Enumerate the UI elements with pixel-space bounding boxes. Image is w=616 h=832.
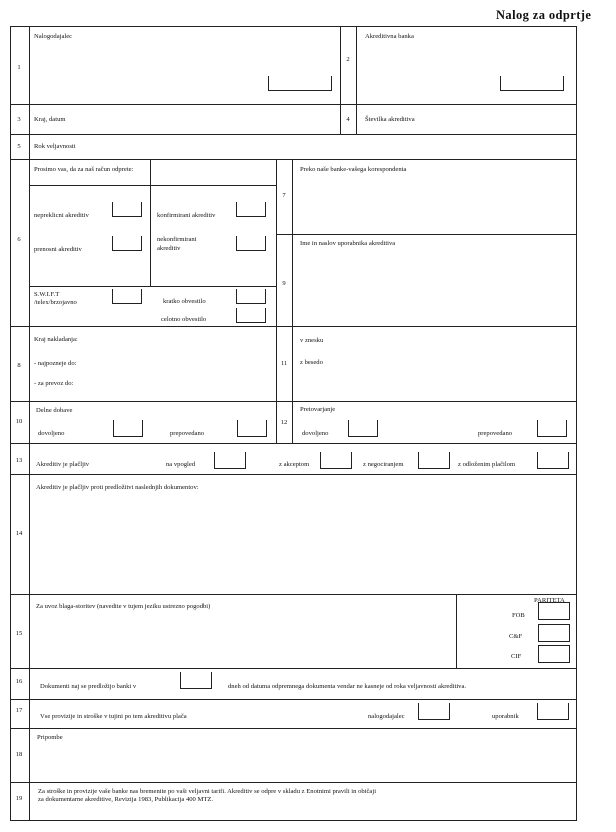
row-number-15: 15 xyxy=(15,630,23,637)
cf-label: C&F xyxy=(509,633,523,640)
open-request-header: Prosimo vas, da za naš račun odprete: xyxy=(34,166,134,173)
row-number-13: 13 xyxy=(15,457,23,464)
fob-label: FOB xyxy=(512,612,525,619)
goods-label: Za uvoz blaga-storitev (navedite v tujem jeziku ustrezno pogodbi) xyxy=(36,603,211,610)
full-notice-label: celotno obvestilo xyxy=(161,316,207,323)
transport-to-label: - za prevoz do: xyxy=(34,380,74,387)
row-number-17: 17 xyxy=(15,707,23,714)
short-notice-label: kratko obvestilo xyxy=(163,298,206,305)
row-number-16: 16 xyxy=(15,678,23,685)
swift-label-2: /telex/brzojavno xyxy=(34,299,77,306)
swift-checkbox[interactable] xyxy=(112,289,142,304)
cf-checkbox[interactable] xyxy=(538,624,570,642)
row-number-12: 12 xyxy=(280,419,288,426)
partial-forbidden-checkbox[interactable] xyxy=(237,420,267,437)
negotiation-label: z negociranjem xyxy=(363,461,404,468)
place-date-label: Kraj, datum xyxy=(34,116,66,123)
swift-label-1: S.W.I.F.T xyxy=(34,291,60,298)
principal-field[interactable] xyxy=(268,76,332,91)
transhipment-label: Pretovarjanje xyxy=(300,406,336,413)
charges-label: Vse provizije in stroške v tujini po tem akreditivu plača xyxy=(40,713,187,720)
parity-label: PARITETA xyxy=(534,597,565,604)
remarks-label: Pripombe xyxy=(37,734,63,741)
charges-principal-label: nalogodajalec xyxy=(368,713,405,720)
sight-checkbox[interactable] xyxy=(214,452,246,469)
row-number-6: 6 xyxy=(17,236,21,243)
amount-words-label: z besedo xyxy=(300,359,323,366)
row-number-8: 8 xyxy=(17,362,21,369)
partial-forbidden-label: prepovedano xyxy=(170,430,205,437)
amount-number-label: v znesku xyxy=(300,337,324,344)
irrevocable-label: nepreklicni akreditiv xyxy=(34,212,89,219)
presentation-before: Dokumenti naj se predložijo banki v xyxy=(40,683,137,690)
transhipment-allowed-checkbox[interactable] xyxy=(348,420,378,437)
row-number-11: 11 xyxy=(280,360,288,367)
confirmed-label: konfirmirani akreditiv xyxy=(157,212,216,219)
unconfirmed-label-1: nekonfirmirani xyxy=(157,236,197,243)
transferable-checkbox[interactable] xyxy=(112,236,142,251)
payable-label: Akreditiv je plačljiv xyxy=(36,461,90,468)
transferable-label: prenosni akreditiv xyxy=(34,246,82,253)
row-number-9: 9 xyxy=(282,280,286,287)
deferred-checkbox[interactable] xyxy=(537,452,569,469)
row-number-14: 14 xyxy=(15,530,23,537)
transhipment-forbidden-label: prepovedano xyxy=(478,430,513,437)
terms-line-1: Za stroške in provizije vaše banke nas bremenite po vaši veljavni tarifi. Akreditiv se odpre v skladu z Enotnimi pravili in običaji xyxy=(38,788,377,795)
transhipment-forbidden-checkbox[interactable] xyxy=(537,420,567,437)
fob-checkbox[interactable] xyxy=(538,602,570,620)
partial-shipments-label: Delne dobave xyxy=(36,407,73,414)
unconfirmed-label-2: akreditiv xyxy=(157,245,181,252)
charges-beneficiary-checkbox[interactable] xyxy=(537,703,569,720)
principal-label: Nalogodajalec xyxy=(34,33,73,40)
row-number-5: 5 xyxy=(17,143,21,150)
presentation-days-field[interactable] xyxy=(180,672,212,689)
irrevocable-checkbox[interactable] xyxy=(112,202,142,217)
unconfirmed-checkbox[interactable] xyxy=(236,236,266,251)
loading-place-label: Kraj nakladanja: xyxy=(34,336,78,343)
full-notice-checkbox[interactable] xyxy=(236,308,266,323)
row-number-18: 18 xyxy=(15,751,23,758)
partial-allowed-checkbox[interactable] xyxy=(113,420,143,437)
cif-label: CIF xyxy=(511,653,522,660)
acceptance-checkbox[interactable] xyxy=(320,452,352,469)
row-number-7: 7 xyxy=(282,192,286,199)
charges-principal-checkbox[interactable] xyxy=(418,703,450,720)
credit-number-label: Številka akreditiva xyxy=(365,116,415,123)
charges-beneficiary-label: uporabnik xyxy=(492,713,519,720)
row-number-3: 3 xyxy=(17,116,21,123)
deferred-label: z odloženim plačilom xyxy=(458,461,516,468)
partial-allowed-label: dovoljeno xyxy=(38,430,65,437)
correspondent-label: Preko naše banke-vašega korespondenta xyxy=(300,166,407,173)
acceptance-label: z akceptom xyxy=(279,461,310,468)
confirmed-checkbox[interactable] xyxy=(236,202,266,217)
beneficiary-label: Ime in naslov uporabnika akreditiva xyxy=(300,240,396,247)
transhipment-allowed-label: dovoljeno xyxy=(302,430,329,437)
page-title: Nalog za odprtje xyxy=(496,8,592,22)
issuing-bank-field[interactable] xyxy=(500,76,564,91)
documents-label: Akreditiv je plačljiv proti predložitvi naslednjih dokumentov: xyxy=(36,484,199,491)
latest-date-label: - najpozneje do: xyxy=(34,360,77,367)
cif-checkbox[interactable] xyxy=(538,645,570,663)
row-number-10: 10 xyxy=(15,418,23,425)
row-number-4: 4 xyxy=(346,116,350,123)
negotiation-checkbox[interactable] xyxy=(418,452,450,469)
row-number-19: 19 xyxy=(15,795,23,802)
issuing-bank-label: Akreditivna banka xyxy=(365,33,414,40)
row-number-2: 2 xyxy=(346,56,350,63)
sight-label: na vpogled xyxy=(166,461,196,468)
terms-line-2: za dokumentarne akreditive, Revizija 1983, Publikacija 400 MTZ. xyxy=(38,796,214,803)
presentation-after: dneh od datuma odpremnega dokumenta vendar ne kasneje od roka veljavnosti akreditiva. xyxy=(228,683,467,690)
validity-label: Rok veljavnosti xyxy=(34,143,76,150)
short-notice-checkbox[interactable] xyxy=(236,289,266,304)
row-number-1: 1 xyxy=(17,64,21,71)
